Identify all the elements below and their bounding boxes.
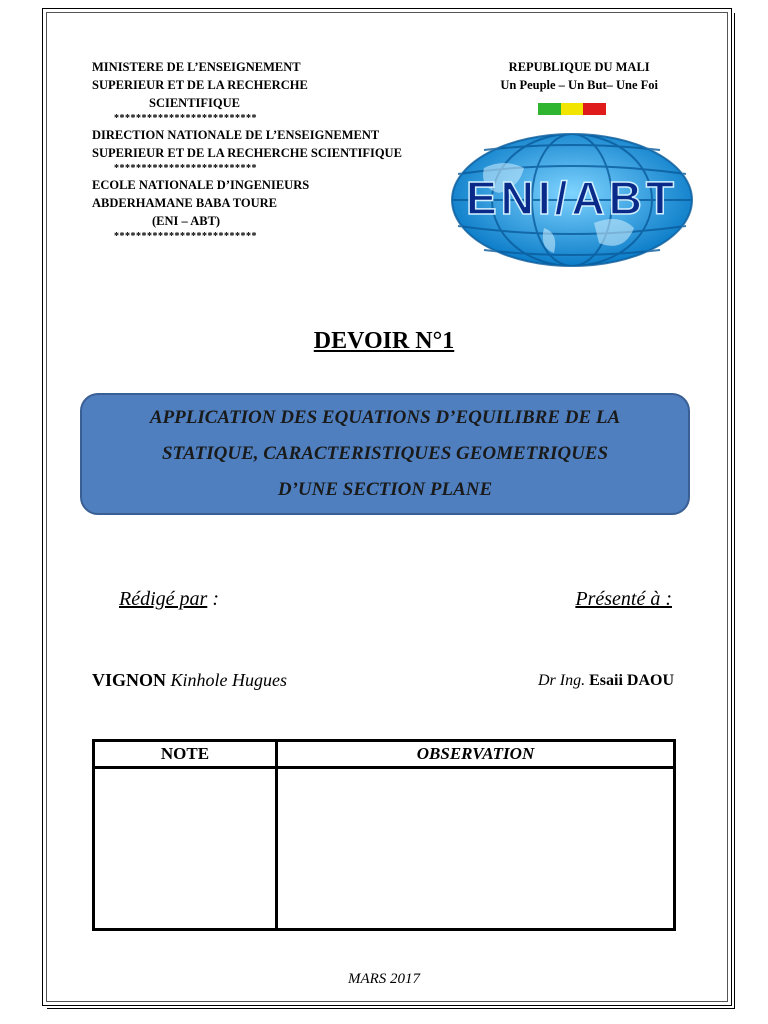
teacher-full-name: Esaii DAOU (589, 672, 674, 689)
institution-header (92, 58, 402, 244)
national-motto: Un Peuple – Un But– Une Foi (500, 78, 658, 92)
flag-red-band (583, 103, 606, 115)
subject-text (130, 400, 640, 508)
ministry-line-3: SCIENTIFIQUE (149, 96, 240, 110)
written-by-colon: : (207, 588, 219, 610)
note-header: NOTE (94, 741, 277, 768)
separator-1: ************************** (114, 113, 257, 124)
eni-abt-logo (444, 128, 700, 278)
subject-line-1: APPLICATION DES EQUATIONS D’EQUILIBRE DE LA (149, 407, 621, 428)
country-header (500, 58, 658, 94)
page-title: DEVOIR N°1 (313, 328, 455, 354)
teacher-name (538, 672, 674, 690)
ministry-line-2: SUPERIEUR ET DE LA RECHERCHE (92, 78, 308, 92)
mali-flag (538, 103, 606, 115)
author-name (92, 670, 287, 691)
written-by-label (119, 588, 219, 611)
direction-line-2: SUPERIEUR ET DE LA RECHERCHE SCIENTIFIQUE (92, 146, 402, 160)
note-cell[interactable] (94, 768, 277, 930)
document-date: MARS 2017 (347, 971, 421, 987)
ministry-line-1: MINISTERE DE L’ENSEIGNEMENT (92, 60, 301, 74)
subject-box (80, 393, 690, 515)
flag-yellow-band (561, 103, 584, 115)
grading-table (92, 739, 676, 931)
presented-to-text: Présenté à : (575, 588, 672, 610)
separator-2: ************************** (114, 163, 257, 174)
observation-cell[interactable] (277, 768, 675, 930)
separator-3: ************************** (114, 231, 257, 242)
author-last-name: VIGNON (92, 670, 167, 690)
teacher-title: Dr Ing. (537, 672, 590, 689)
direction-line-1: DIRECTION NATIONALE DE L’ENSEIGNEMENT (92, 128, 380, 142)
presented-to-label (575, 588, 672, 611)
author-first-names: Kinhole Hugues (166, 670, 288, 690)
subject-line-3: D’UNE SECTION PLANE (277, 479, 493, 500)
subject-line-2: STATIQUE, CARACTERISTIQUES GEOMETRIQUES (161, 443, 609, 464)
country-name: REPUBLIQUE DU MALI (508, 60, 650, 74)
flag-green-band (538, 103, 561, 115)
school-line-3: (ENI – ABT) (152, 214, 221, 228)
written-by-text: Rédigé par (119, 588, 208, 610)
logo-text: ENI/ABT (466, 172, 678, 224)
school-line-2: ABDERHAMANE BABA TOURE (92, 196, 277, 210)
school-line-1: ECOLE NATIONALE D’INGENIEURS (92, 178, 310, 192)
observation-header: OBSERVATION (277, 741, 675, 768)
